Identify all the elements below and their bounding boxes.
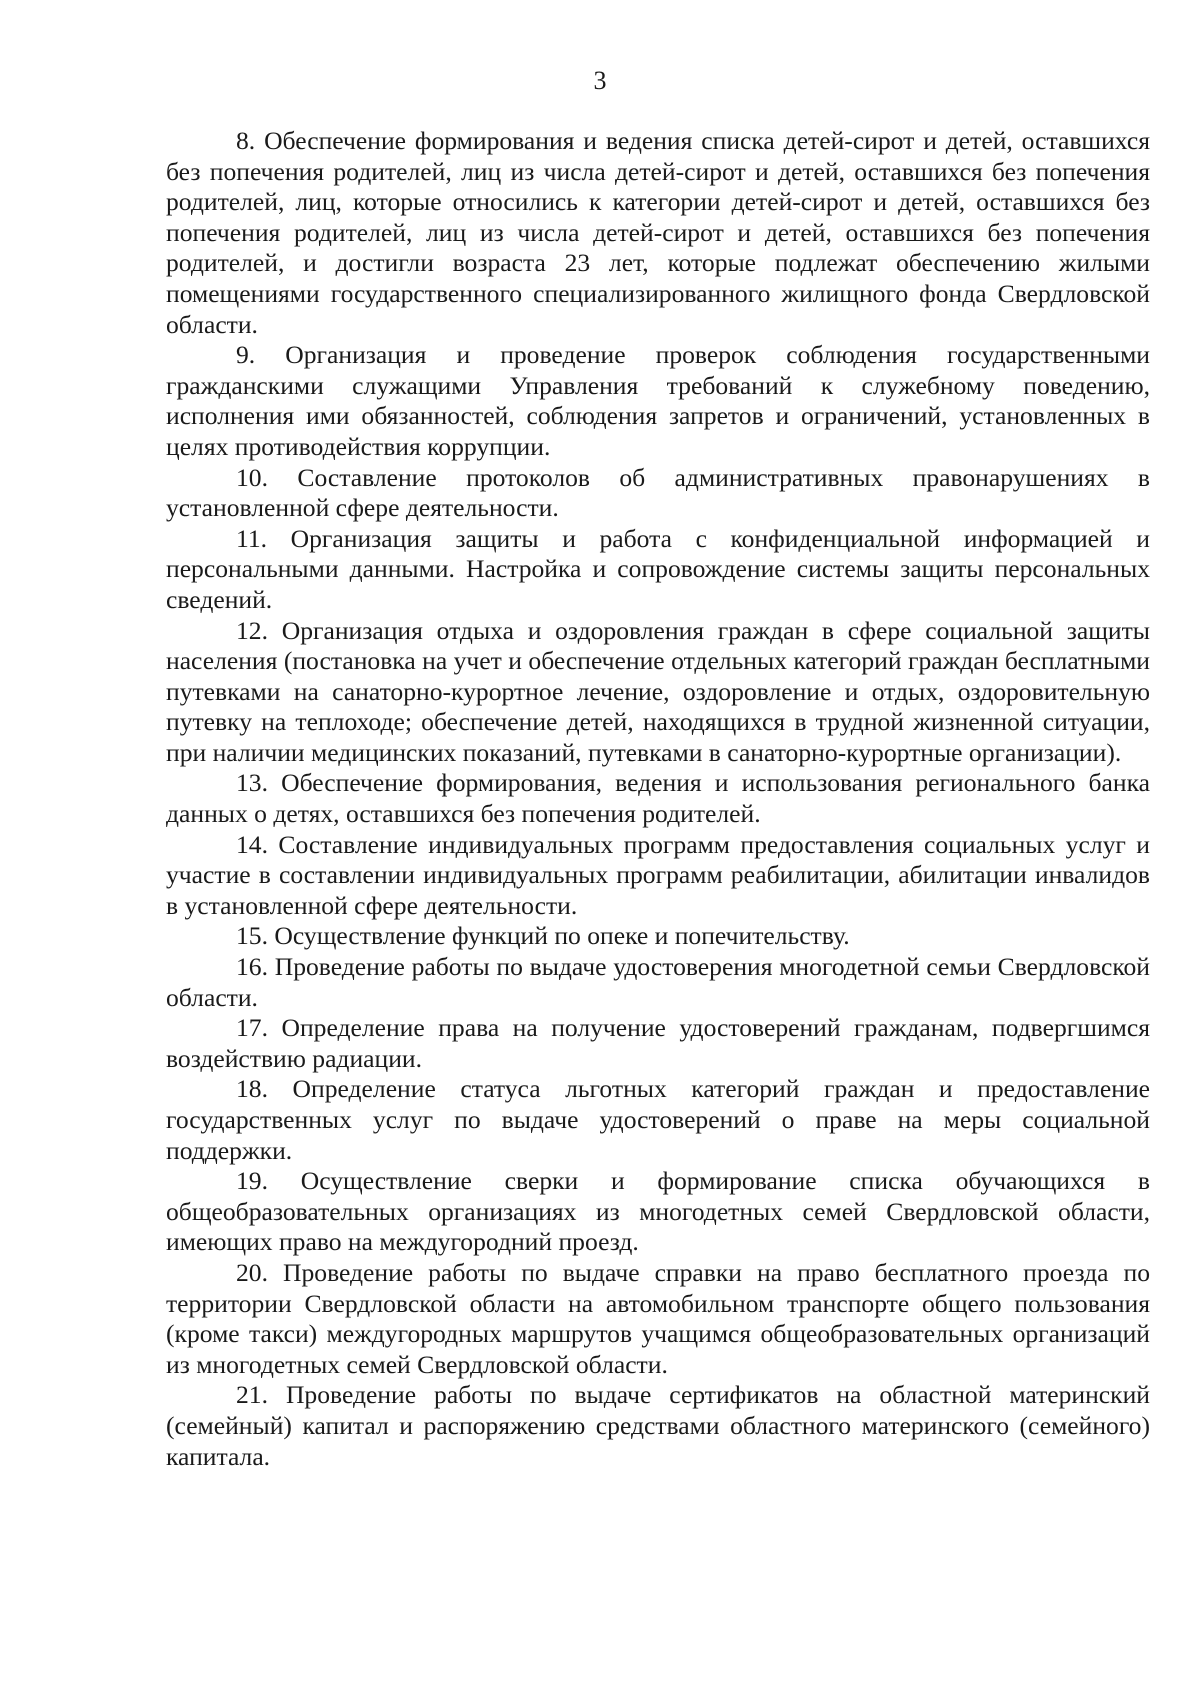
- list-item-21: 21. Проведение работы по выдаче сертификатов на областной материнский (семейный) капитал и распоряжению средствами областного материнского (семейного) капитала.: [166, 1380, 1150, 1471]
- list-item-20: 20. Проведение работы по выдаче справки на право бесплатного проезда по территории Свердловской области на автомобильном транспорте общего пользования (кроме такси) междугородных маршрутов учащимся общеобразовательных организаций из многодетных семей Свердловской области.: [166, 1257, 1150, 1379]
- list-item-13: 13. Обеспечение формирования, ведения и использования регионального банка данных о детях, оставшихся без попечения родителей.: [166, 768, 1150, 829]
- list-item-18: 18. Определение статуса льготных категорий граждан и предоставление государственных услуг по выдаче удостоверений о праве на меры социальной поддержки.: [166, 1074, 1150, 1165]
- list-item-9: 9. Организация и проведение проверок соблюдения государственными гражданскими служащими Управления требований к служебному поведению, исполнения ими обязанностей, соблюдения запретов и ограничений, установленных в целях противодействия коррупции.: [166, 340, 1150, 461]
- document-body: [166, 126, 1150, 1472]
- list-item-15: 15. Осуществление функций по опеке и попечительству.: [236, 921, 850, 951]
- list-item-16: 16. Проведение работы по выдаче удостоверения многодетной семьи Свердловской области.: [166, 952, 1150, 1012]
- list-item-10: 10. Составление протоколов об административных правонарушениях в установленной сфере деятельности.: [166, 462, 1150, 523]
- list-item-11: 11. Организация защиты и работа с конфиденциальной информацией и персональными данными. Настройка и сопровождение системы защиты персональных сведений.: [166, 523, 1150, 614]
- list-item-17: 17. Определение права на получение удостоверений гражданам, подвергшимся воздействию радиации.: [166, 1013, 1150, 1073]
- list-item-14: 14. Составление индивидуальных программ предоставления социальных услуг и участие в составлении индивидуальных программ реабилитации, абилитации инвалидов в установленной сфере деятельности.: [166, 829, 1150, 920]
- list-item-12: 12. Организация отдыха и оздоровления граждан в сфере социальной защиты населения (постановка на учет и обеспечение отдельных категорий граждан бесплатными путевками на санаторно-курортное лечение, оздоровление и отдых, оздоровительную путевку на теплоходе; обеспечение детей, находящихся в трудной жизненной ситуации, при наличии медицинских показаний, путевками в санаторно-курортные организации).: [166, 615, 1150, 767]
- page-number: 3: [593, 66, 607, 95]
- list-item-8: 8. Обеспечение формирования и ведения списка детей-сирот и детей, оставшихся без попечения родителей, лиц из числа детей-сирот и детей, оставшихся без попечения родителей, лиц, которые относились к категории детей-сирот и детей, оставшихся без попечения родителей, лиц из числа детей-сирот и детей, оставшихся без попечения родителей, и достигли возраста 23 лет, которые подлежат обеспечению жилыми помещениями государственного специализированного жилищного фонда Свердловской области.: [166, 126, 1150, 339]
- list-item-19: 19. Осуществление сверки и формирование списка обучающихся в общеобразовательных организациях из многодетных семей Свердловской области, имеющих право на междугородний проезд.: [166, 1166, 1150, 1257]
